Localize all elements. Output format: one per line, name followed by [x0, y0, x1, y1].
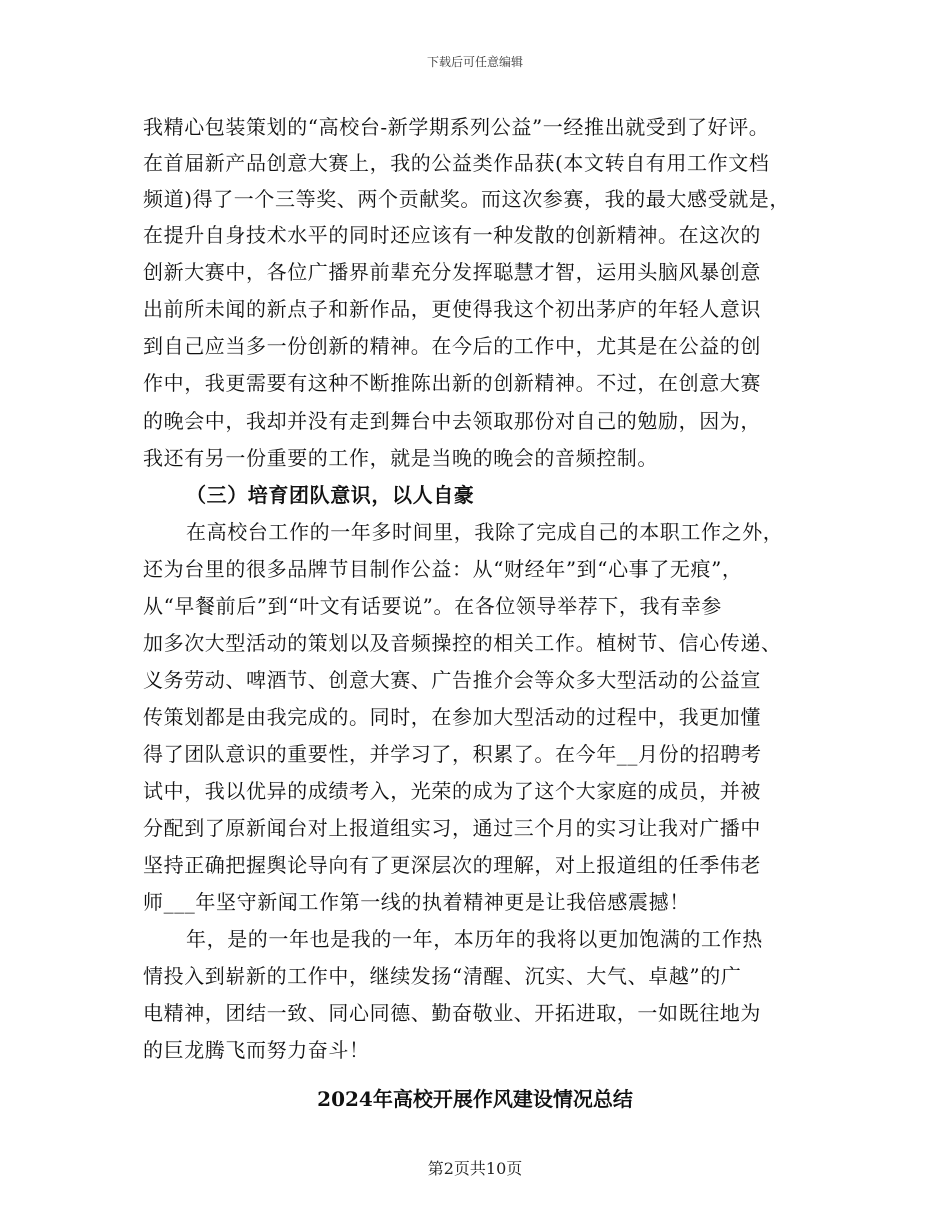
text-line: 的晚会中，我却并没有走到舞台中去领取那份对自己的勉励，因为，	[143, 409, 761, 433]
text-line: 师___年坚守新闻工作第一线的执着精神更是让我倍感震撼！	[143, 890, 690, 914]
text-line: 年，是的一年也是我的一年，本历年的我将以更加饱满的工作热	[186, 927, 763, 951]
text-line: 我精心包装策划的“高校台-新学期系列公益”一经推出就受到了好评。	[143, 115, 770, 139]
page-footer: 第2页共10页	[427, 1159, 523, 1178]
section-heading: （三）培育团队意识，以人自豪	[186, 483, 475, 507]
text-line: 分配到了原新闻台对上报道组实习，通过三个月的实习让我对广播中	[143, 816, 761, 840]
text-line: 试中，我以优异的成绩考入，光荣的成为了这个大家庭的成员，并被	[143, 779, 761, 803]
text-line: 传策划都是由我完成的。同时，在参加大型活动的过程中，我更加懂	[143, 705, 761, 729]
page-header: 下载后可任意编辑	[426, 55, 523, 69]
text-line: 情投入到崭新的工作中，继续发扬“清醒、沉实、大气、卓越”的广	[143, 964, 742, 988]
text-line: 电精神，团结一致、同心同德、勤奋敬业、开拓进取，一如既往地为	[143, 1001, 761, 1025]
text-line: 义务劳动、啤酒节、创意大赛、广告推介会等众多大型活动的公益宣	[143, 668, 761, 692]
document-title: 2024年高校开展作风建设情况总结	[317, 1087, 633, 1111]
text-line: 出前所未闻的新点子和新作品，更使得我这个初出茅庐的年轻人意识	[143, 297, 761, 321]
text-line: 坚持正确把握舆论导向有了更深层次的理解，对上报道组的任季伟老	[143, 853, 761, 877]
text-line: 我还有另一份重要的工作，就是当晚的晚会的音频控制。	[143, 446, 658, 470]
text-line: 在首届新产品创意大赛上，我的公益类作品获(本文转自有用工作文档	[143, 151, 770, 175]
text-line: 作中，我更需要有这种不断推陈出新的创新精神。不过，在创意大赛	[143, 371, 761, 395]
text-line: 得了团队意识的重要性，并学习了，积累了。在今年__月份的招聘考	[143, 742, 762, 766]
text-line: 从“早餐前后”到“叶文有话要说”。在各位领导举荐下，我有幸参	[143, 594, 722, 618]
text-line: 加多次大型活动的策划以及音频操控的相关工作。植树节、信心传递、	[143, 631, 782, 655]
text-line: 还为台里的很多品牌节目制作公益：从“财经年”到“心事了无痕”，	[143, 557, 743, 581]
text-line: 的巨龙腾飞而努力奋斗！	[143, 1038, 370, 1062]
text-line: 在高校台工作的一年多时间里，我除了完成自己的本职工作之外，	[186, 520, 784, 544]
text-line: 频道)得了一个三等奖、两个贡献奖。而这次参赛，我的最大感受就是，	[143, 187, 791, 211]
text-line: 到自己应当多一份创新的精神。在今后的工作中，尤其是在公益的创	[143, 334, 761, 358]
text-line: 在提升自身技术水平的同时还应该有一种发散的创新精神。在这次的	[143, 223, 761, 247]
text-line: 创新大赛中，各位广播界前辈充分发挥聪慧才智，运用头脑风暴创意	[143, 260, 761, 284]
